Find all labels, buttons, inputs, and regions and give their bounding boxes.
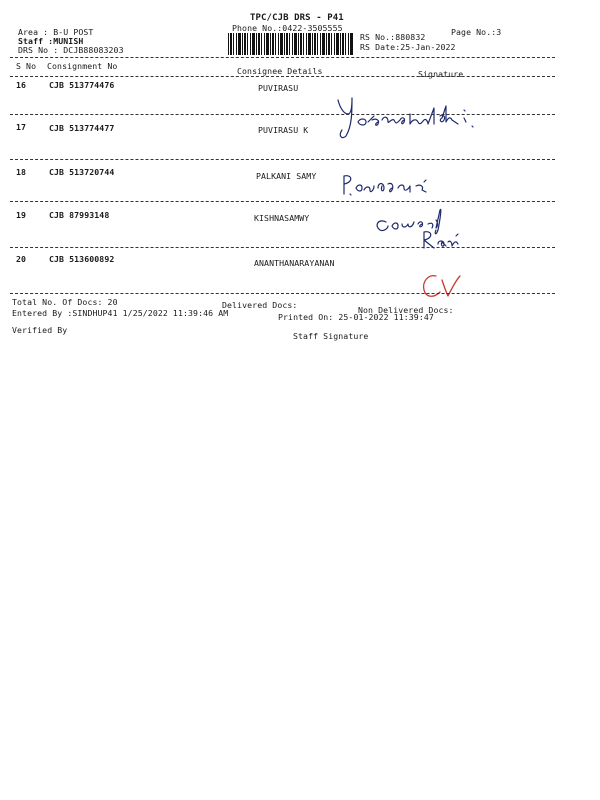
row18-signature <box>338 172 438 200</box>
total-docs: Total No. Of Docs: 20 <box>12 297 118 307</box>
row-consignee: PUVIRASU K <box>258 125 309 135</box>
row-consignment: CJB 513600892 <box>49 254 115 264</box>
row-consignee: PUVIRASU <box>258 83 299 93</box>
row-divider <box>10 247 555 248</box>
verified-by: Verified By <box>12 325 68 335</box>
area-label: Area : B-U POST <box>18 27 94 37</box>
header-divider <box>10 57 555 58</box>
row19-signature <box>372 200 462 250</box>
column-header-consignee: Consignee Details <box>237 66 323 76</box>
column-header-sno: S No <box>16 61 37 71</box>
row-sno: 16 <box>16 80 27 90</box>
row-sno: 19 <box>16 210 27 220</box>
rs-number: RS No.:880832 <box>360 32 426 42</box>
row-sno: 18 <box>16 167 27 177</box>
page-number: Page No.:3 <box>451 27 502 37</box>
row-consignee: KISHNASAMWY <box>254 213 310 223</box>
row-consignee: ANANTHANARAYANAN <box>254 258 335 268</box>
barcode-icon <box>228 33 354 55</box>
footer-red-mark <box>420 270 470 302</box>
column-header-signature: Signature <box>418 69 464 79</box>
table-bottom-divider <box>10 293 555 294</box>
row-divider <box>10 159 555 160</box>
column-header-consignment: Consignment No <box>47 61 118 71</box>
phone-number: Phone No.:0422-3505555 <box>232 23 343 33</box>
delivered-docs: Delivered Docs: <box>222 300 298 310</box>
row-consignment: CJB 513774477 <box>49 123 115 133</box>
row-consignment: CJB 513774476 <box>49 80 115 90</box>
row-sno: 17 <box>16 122 27 132</box>
non-delivered-docs: Non Delivered Docs: <box>358 305 454 315</box>
entered-by: Entered By :SINDHUP41 1/25/2022 11:39:46 AM <box>12 308 229 318</box>
row-consignment: CJB 513720744 <box>49 167 115 177</box>
row-consignment: CJB 87993148 <box>49 210 110 220</box>
column-header-divider <box>10 76 555 77</box>
row17-signature <box>330 92 490 142</box>
row-sno: 20 <box>16 254 27 264</box>
rs-date: RS Date:25-Jan-2022 <box>360 42 456 52</box>
printed-on: Printed On: 25-01-2022 11:39:47 <box>278 312 434 322</box>
row-consignee: PALKANI SAMY <box>256 171 317 181</box>
staff-signature-label: Staff Signature <box>293 331 369 341</box>
drs-number: DRS No : DCJB88083203 <box>18 45 124 55</box>
row-divider <box>10 201 555 202</box>
staff-label: Staff :MUNISH <box>18 36 84 46</box>
document-title: TPC/CJB DRS - P41 <box>250 13 344 23</box>
